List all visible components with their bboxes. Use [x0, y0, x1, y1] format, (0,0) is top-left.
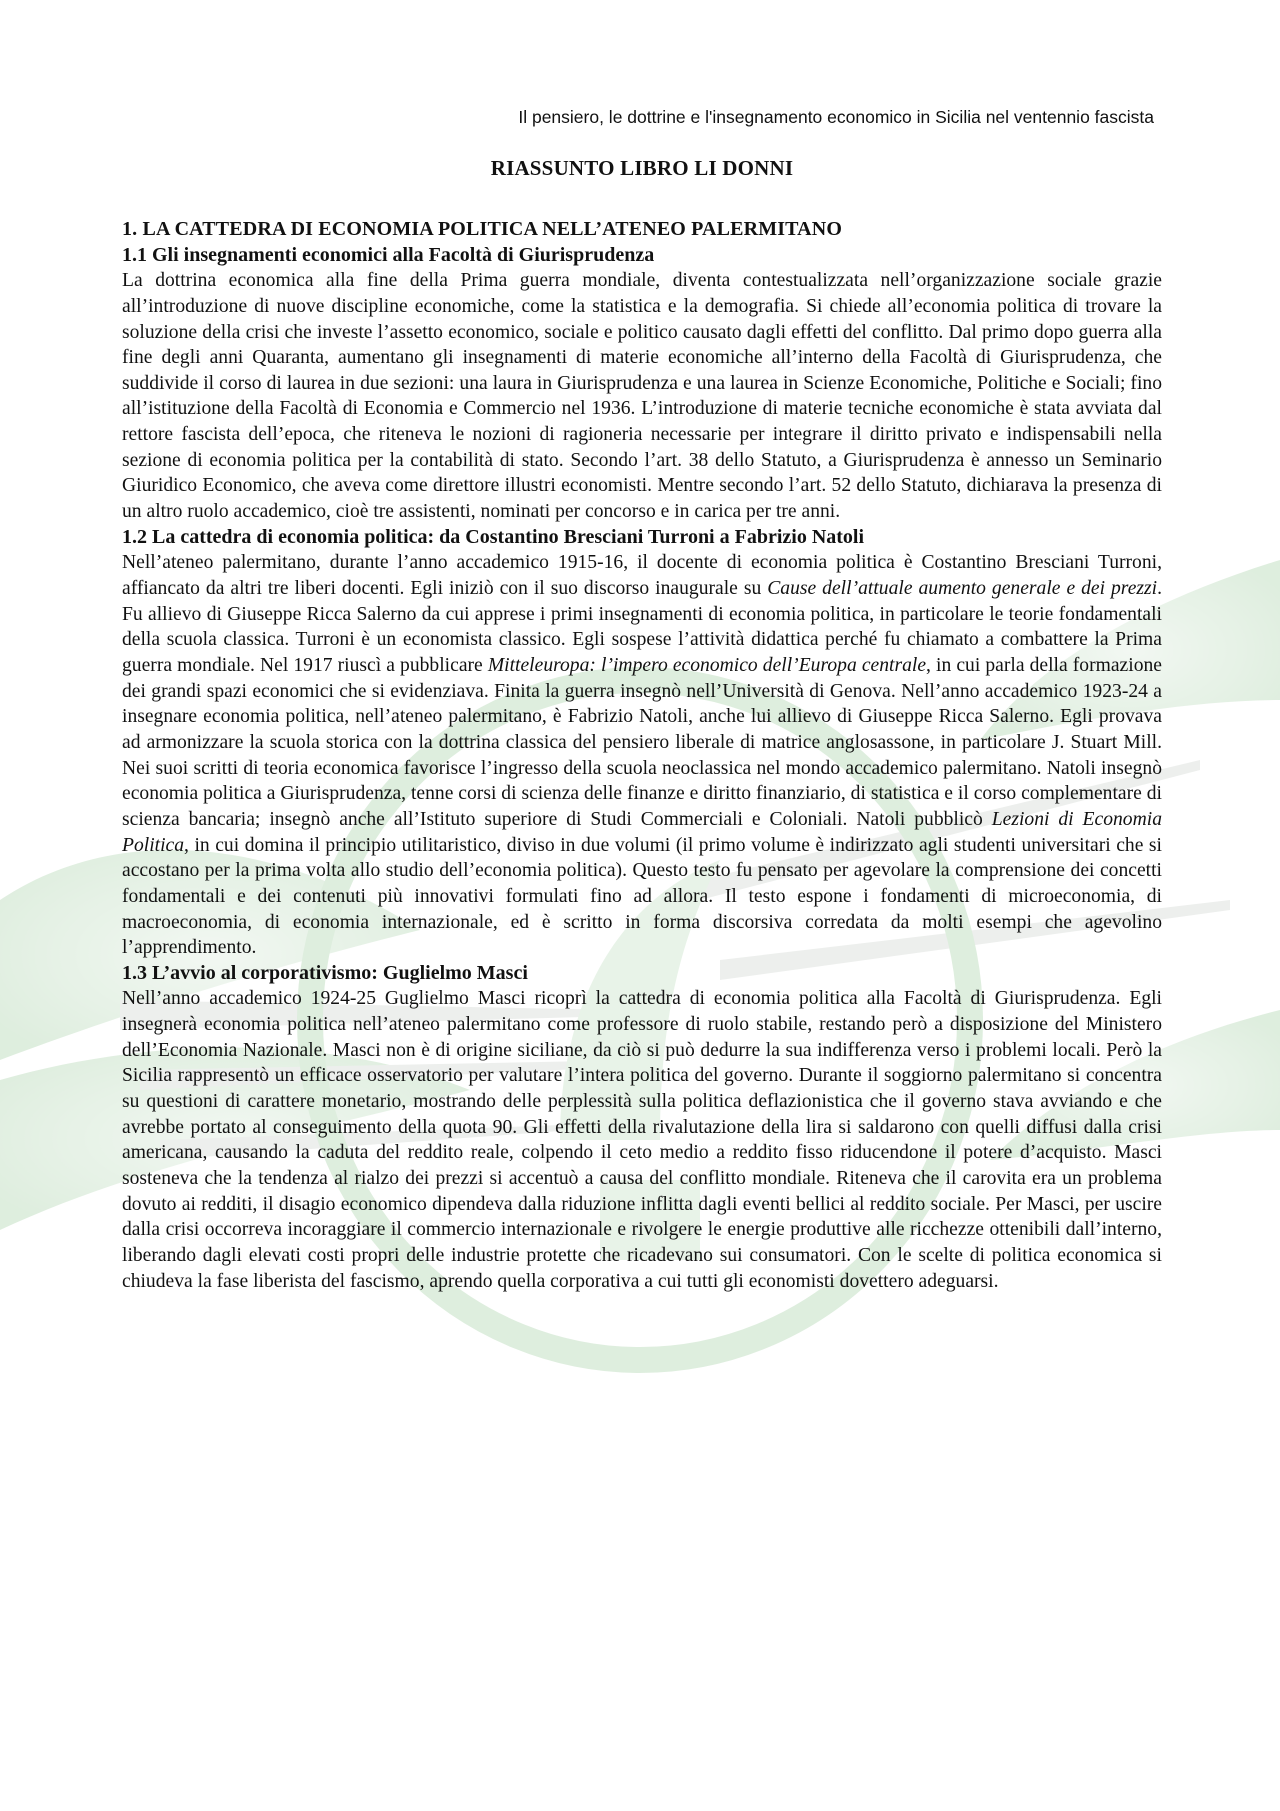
section-heading-1-1: 1.1 Gli insegnamenti economici alla Facoltà di Giurisprudenza: [122, 243, 655, 266]
document-title: RIASSUNTO LIBRO LI DONNI: [490, 156, 794, 180]
italic-title-cause: Cause dell’attuale aumento generale e dei prezzi: [767, 578, 1158, 599]
chapter-heading: 1. LA CATTEDRA DI ECONOMIA POLITICA NELL’ATENEO PALERMITANO: [122, 218, 843, 240]
section-paragraph-1-3: Nell’anno accademico 1924-25 Guglielmo Masci ricoprì la cattedra di economia politica alla Facoltà di Giurisprudenza. Egli insegnerà economia politica nell’ateneo palermitano come professore di ruolo stabile, restando però a disposizione del Ministero dell’Economia Nazionale. Masci non è di origine siciliane, da ciò si può dedurre la sua indifferenza verso i problemi locali. Però la Sicilia rappresentò un efficace osservatorio per valutare l’intera politica del governo. Durante il soggiorno palermitano si concentra su questioni di carattere monetario, mostrando delle perplessità sulla politica deflazionistica che il governo stava avviando e che avrebbe portato al conseguimento della quota 90. Gli effetti della rivalutazione della lira si saldarono con quelli diffusi dalla crisi americana, causando la caduta del reddito reale, colpendo il ceto medio a reddito fisso riducendone il potere d’acquisto. Masci sosteneva che la tendenza al rialzo dei prezzi si accentuò a causa del conflitto mondiale. Riteneva che il carovita era un problema dovuto ai redditi, il disagio economico dipendeva dalla riduzione inflitta dagli eventi bellici al reddito sociale. Per Masci, per uscire dalla crisi occorreva incoraggiare il commercio internazionale e rivolgere le energie produttive alle ricchezze ottenibili dall’interno, liberando dagli elevati costi propri delle industrie protette che ricadevano sui consumatori. Con le scelte di politica economica si chiudeva la fase liberista del fascismo, aprendo quella corporativa a cui tutti gli economisti dovettero adeguarsi.: [122, 988, 1162, 1292]
document-body: [122, 106, 1162, 1294]
section-paragraph-1-1: La dottrina economica alla fine della Prima guerra mondiale, diventa contestualizzata nell’organizzazione sociale grazie all’introduzione di nuove discipline economiche, come la statistica e la demografia. Si chiede all’economia politica di trovare la soluzione della crisi che investe l’assetto economico, sociale e politico causato dagli effetti del conflitto. Dal primo dopo guerra alla fine degli anni Quaranta, aumentano gli insegnamenti di materie economiche all’interno della Facoltà di Giurisprudenza, che suddivide il corso di laurea in due sezioni: una laura in Giurisprudenza e una laurea in Scienze Economiche, Politiche e Sociali; fino all’istituzione della Facoltà di Economia e Commercio nel 1936. L’introduzione di materie tecniche economiche è stata avviata dal rettore fascista dell’epoca, che riteneva le nozioni di ragioneria necessarie per integrare il diritto privato e indispensabili nella sezione di economia politica per la contabilità di stato. Secondo l’art. 38 dello Statuto, a Giurisprudenza è annesso un Seminario Giuridico Economico, che aveva come direttore illustri economisti. Mentre secondo l’art. 52 dello Statuto, dichiarava la presenza di un altro ruolo accademico, cioè tre assistenti, nominati per concorso e in carica per tre anni.: [122, 270, 1162, 523]
text-run: , in cui domina il principio utilitaristico, diviso in due volumi (il primo volume è indirizzato agli studenti universitari che si accostano per la prima volta allo studio dell’economia politica). Questo testo fu pensato per agevolare la comprensione dei concetti fondamentali e dei contenuti più innovativi formulati fino ad allora. Il testo espone i fondamenti di microeconomia, di macroeconomia, di economia internazionale, ed è scritto in forma discorsiva corredata da molti esempi che agevolino l’apprendimento.: [122, 834, 1162, 959]
italic-title-lezioni: Lezioni di Economia Politica: [122, 808, 1162, 856]
text-run: , in cui parla della formazione dei grandi spazi economici che si evidenziava. Finita la guerra insegnò nell’Università di Genova. Nell’anno accademico 1923-24 a insegnare economia politica, nell’ateneo palermitano, è Fabrizio Natoli, anche lui allievo di Giuseppe Ricca Salerno. Egli provava ad armonizzare la scuola storica con la dottrina classica del pensiero liberale di matrice anglosassone, in particolare J. Stuart Mill. Nei suoi scritti di teoria economica favorisce l’ingresso della scuola neoclassica nel mondo accademico palermitano. Natoli insegnò economia politica a Giurisprudenza, tenne corsi di scienza delle finanze e diritto finanziario, di statistica e il corso complementare di scienza bancaria; insegnò anche all’Istituto superiore di Studi Commerciali e Coloniali. Natoli pubblicò: [122, 654, 1162, 830]
text-run: . Fu allievo di Giuseppe Ricca Salerno da cui apprese i primi insegnamenti di economia politica, in particolare le teorie fondamentali della scuola classica. Turroni è un economista classico. Egli sospese l’attività didattica perché fu chiamato a combattere la Prima guerra mondiale. Nel 1917 riuscì a pubblicare: [122, 578, 1162, 676]
section-heading-1-3: 1.3 L’avvio al corporativismo: Guglielmo Masci: [122, 961, 528, 984]
italic-title-mitteleuropa: Mitteleuropa: l’impero economico dell’Europa centrale: [487, 654, 927, 676]
text-run: Nell’ateneo palermitano, durante l’anno accademico 1915-16, il docente di economia politica è Costantino Bresciani Turroni, affiancato da altri tre liberi docenti. Egli iniziò con il suo discorso inaugurale su: [122, 552, 1162, 599]
section-paragraph-1-2: [122, 550, 1162, 961]
section-heading-1-2: 1.2 La cattedra di economia politica: da Costantino Bresciani Turroni a Fabrizio Natoli: [122, 525, 865, 548]
running-header: Il pensiero, le dottrine e l'insegnamento economico in Sicilia nel ventennio fascista: [518, 107, 1154, 127]
